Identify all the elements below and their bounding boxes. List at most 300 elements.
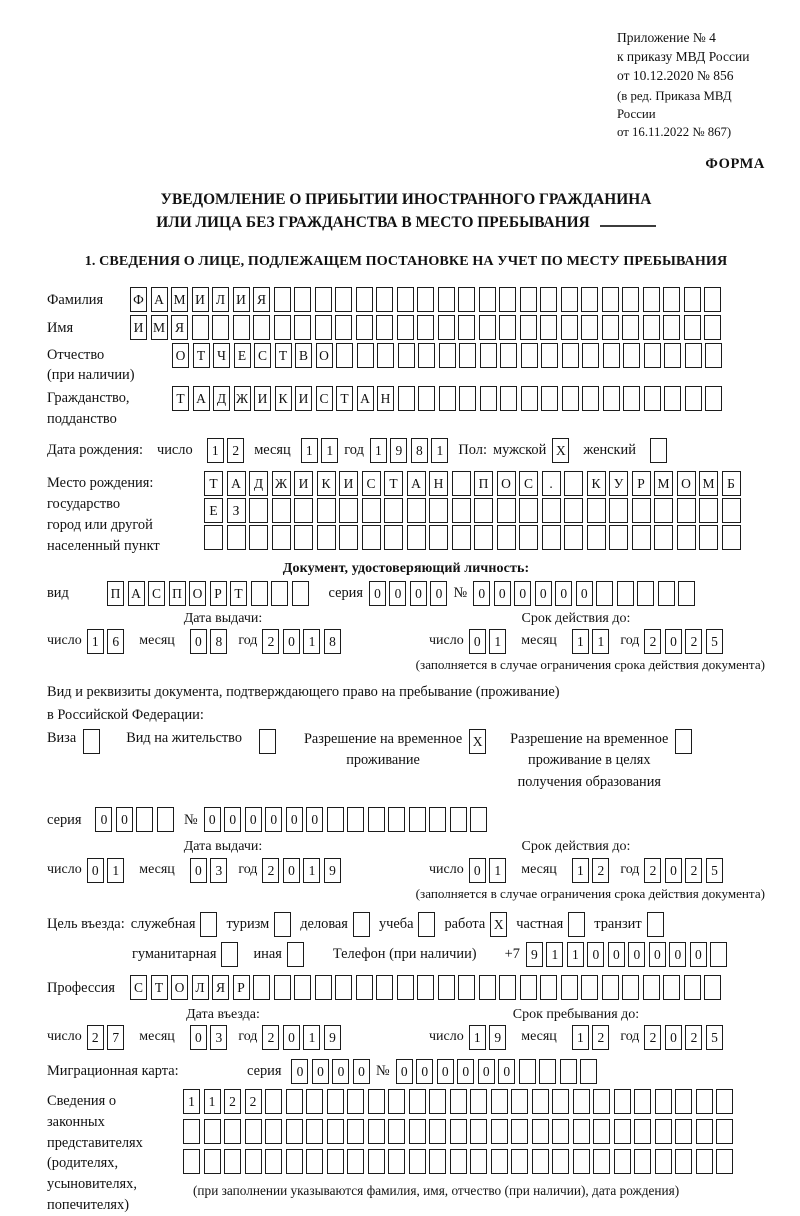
char-box[interactable]: 0 (469, 629, 486, 654)
char-box[interactable] (552, 1119, 569, 1144)
char-box[interactable] (564, 498, 583, 523)
char-box[interactable] (511, 1119, 528, 1144)
char-box[interactable] (614, 1119, 631, 1144)
char-box[interactable]: 0 (665, 629, 682, 654)
char-box[interactable] (452, 525, 471, 550)
char-box[interactable]: К (317, 471, 336, 496)
char-box[interactable] (339, 525, 358, 550)
char-box[interactable] (439, 386, 456, 411)
char-box[interactable]: Т (204, 471, 223, 496)
char-box[interactable] (614, 1089, 631, 1114)
char-box[interactable]: О (172, 343, 189, 368)
char-box[interactable] (519, 498, 538, 523)
char-box[interactable] (623, 386, 640, 411)
char-box[interactable] (632, 498, 651, 523)
char-box[interactable]: Я (253, 287, 270, 312)
char-box[interactable]: Л (192, 975, 209, 1000)
char-box[interactable] (274, 287, 291, 312)
char-box[interactable]: Н (429, 471, 448, 496)
char-box[interactable] (224, 1149, 241, 1174)
char-box[interactable] (532, 1089, 549, 1114)
char-box[interactable]: С (362, 471, 381, 496)
char-box[interactable] (520, 287, 537, 312)
char-box[interactable] (450, 1119, 467, 1144)
char-box[interactable] (617, 581, 634, 606)
char-box[interactable]: 2 (262, 629, 279, 654)
char-box[interactable]: Т (384, 471, 403, 496)
char-box[interactable] (634, 1149, 651, 1174)
char-box[interactable] (388, 807, 405, 832)
char-box[interactable] (511, 1149, 528, 1174)
char-box[interactable]: 0 (576, 581, 593, 606)
char-box[interactable] (622, 287, 639, 312)
char-box[interactable] (183, 1119, 200, 1144)
char-box[interactable] (602, 975, 619, 1000)
char-box[interactable] (655, 1089, 672, 1114)
char-box[interactable]: Ч (213, 343, 230, 368)
char-box[interactable] (474, 525, 493, 550)
char-box[interactable] (335, 315, 352, 340)
char-box[interactable]: Т (275, 343, 292, 368)
char-box[interactable] (452, 471, 471, 496)
char-box[interactable] (376, 975, 393, 1000)
char-box[interactable]: А (407, 471, 426, 496)
char-box[interactable] (249, 525, 268, 550)
char-box[interactable] (398, 343, 415, 368)
char-box[interactable] (315, 315, 332, 340)
char-box[interactable]: Т (336, 386, 353, 411)
char-box[interactable] (294, 287, 311, 312)
char-box[interactable] (450, 1149, 467, 1174)
char-box[interactable]: Т (230, 581, 247, 606)
char-box[interactable] (409, 1089, 426, 1114)
char-box[interactable]: 1 (321, 438, 338, 463)
char-box[interactable] (675, 729, 692, 754)
char-box[interactable] (233, 315, 250, 340)
char-box[interactable]: Т (151, 975, 168, 1000)
char-box[interactable] (562, 343, 579, 368)
char-box[interactable] (643, 975, 660, 1000)
char-box[interactable] (429, 1149, 446, 1174)
char-box[interactable]: 1 (204, 1089, 221, 1114)
char-box[interactable]: 3 (210, 858, 227, 883)
char-box[interactable] (274, 912, 291, 937)
char-box[interactable] (593, 1119, 610, 1144)
char-box[interactable]: 2 (592, 858, 609, 883)
char-box[interactable] (272, 525, 291, 550)
char-box[interactable] (409, 1119, 426, 1144)
char-box[interactable] (580, 1059, 597, 1084)
char-box[interactable]: 2 (245, 1089, 262, 1114)
char-box[interactable]: Ж (272, 471, 291, 496)
char-box[interactable] (704, 315, 721, 340)
char-box[interactable]: 2 (685, 629, 702, 654)
char-box[interactable] (562, 386, 579, 411)
char-box[interactable] (603, 343, 620, 368)
char-box[interactable]: 2 (644, 858, 661, 883)
char-box[interactable]: 2 (685, 1025, 702, 1050)
char-box[interactable] (705, 386, 722, 411)
char-box[interactable] (429, 1119, 446, 1144)
char-box[interactable] (678, 581, 695, 606)
char-box[interactable] (470, 1089, 487, 1114)
char-box[interactable] (582, 343, 599, 368)
char-box[interactable] (259, 729, 276, 754)
char-box[interactable] (564, 471, 583, 496)
char-box[interactable] (204, 1149, 221, 1174)
char-box[interactable] (335, 287, 352, 312)
char-box[interactable] (704, 975, 721, 1000)
char-box[interactable]: 1 (469, 1025, 486, 1050)
char-box[interactable] (271, 581, 288, 606)
char-box[interactable] (564, 525, 583, 550)
char-box[interactable]: 2 (224, 1089, 241, 1114)
char-box[interactable]: А (193, 386, 210, 411)
char-box[interactable] (581, 315, 598, 340)
char-box[interactable]: З (227, 498, 246, 523)
char-box[interactable]: 1 (572, 858, 589, 883)
char-box[interactable] (561, 287, 578, 312)
char-box[interactable] (459, 343, 476, 368)
char-box[interactable] (603, 386, 620, 411)
char-box[interactable] (685, 343, 702, 368)
char-box[interactable]: И (254, 386, 271, 411)
char-box[interactable]: 0 (369, 581, 386, 606)
char-box[interactable] (560, 1059, 577, 1084)
char-box[interactable]: А (357, 386, 374, 411)
char-box[interactable] (245, 1149, 262, 1174)
char-box[interactable] (519, 525, 538, 550)
char-box[interactable]: X (469, 729, 486, 754)
char-box[interactable] (532, 1149, 549, 1174)
char-box[interactable] (520, 315, 537, 340)
char-box[interactable] (710, 942, 727, 967)
char-box[interactable]: 0 (190, 858, 207, 883)
char-box[interactable] (249, 498, 268, 523)
char-box[interactable]: У (609, 471, 628, 496)
char-box[interactable] (655, 1149, 672, 1174)
char-box[interactable] (499, 315, 516, 340)
char-box[interactable]: И (295, 386, 312, 411)
char-box[interactable]: 1 (489, 629, 506, 654)
char-box[interactable] (227, 525, 246, 550)
char-box[interactable]: С (130, 975, 147, 1000)
char-box[interactable]: 1 (301, 438, 318, 463)
char-box[interactable]: 0 (473, 581, 490, 606)
char-box[interactable] (497, 498, 516, 523)
char-box[interactable]: М (151, 315, 168, 340)
char-box[interactable] (520, 975, 537, 1000)
char-box[interactable] (265, 1089, 282, 1114)
char-box[interactable]: 0 (469, 858, 486, 883)
char-box[interactable] (418, 386, 435, 411)
char-box[interactable]: 0 (283, 1025, 300, 1050)
char-box[interactable]: А (227, 471, 246, 496)
char-box[interactable] (602, 287, 619, 312)
char-box[interactable] (317, 498, 336, 523)
char-box[interactable]: 5 (706, 629, 723, 654)
char-box[interactable]: 0 (224, 807, 241, 832)
char-box[interactable]: С (316, 386, 333, 411)
char-box[interactable]: К (275, 386, 292, 411)
char-box[interactable] (245, 1119, 262, 1144)
char-box[interactable] (541, 343, 558, 368)
char-box[interactable]: 5 (706, 1025, 723, 1050)
char-box[interactable]: 0 (437, 1059, 454, 1084)
char-box[interactable]: 2 (262, 1025, 279, 1050)
char-box[interactable] (388, 1089, 405, 1114)
char-box[interactable] (376, 315, 393, 340)
char-box[interactable]: 3 (210, 1025, 227, 1050)
char-box[interactable] (397, 287, 414, 312)
char-box[interactable] (675, 1149, 692, 1174)
char-box[interactable]: 0 (204, 807, 221, 832)
char-box[interactable] (272, 498, 291, 523)
char-box[interactable]: 0 (283, 858, 300, 883)
char-box[interactable] (500, 386, 517, 411)
char-box[interactable] (347, 1149, 364, 1174)
char-box[interactable] (722, 498, 741, 523)
char-box[interactable] (253, 975, 270, 1000)
char-box[interactable] (458, 287, 475, 312)
char-box[interactable]: 2 (644, 629, 661, 654)
char-box[interactable]: 1 (546, 942, 563, 967)
char-box[interactable] (622, 975, 639, 1000)
char-box[interactable]: 9 (324, 858, 341, 883)
char-box[interactable]: Н (377, 386, 394, 411)
char-box[interactable] (511, 1089, 528, 1114)
char-box[interactable] (663, 287, 680, 312)
char-box[interactable]: 0 (457, 1059, 474, 1084)
char-box[interactable] (376, 287, 393, 312)
char-box[interactable] (561, 315, 578, 340)
char-box[interactable] (286, 1119, 303, 1144)
char-box[interactable]: 0 (396, 1059, 413, 1084)
char-box[interactable]: 0 (245, 807, 262, 832)
char-box[interactable] (327, 807, 344, 832)
char-box[interactable] (609, 498, 628, 523)
char-box[interactable] (204, 525, 223, 550)
char-box[interactable] (540, 975, 557, 1000)
char-box[interactable] (602, 315, 619, 340)
char-box[interactable]: Я (212, 975, 229, 1000)
char-box[interactable] (716, 1119, 733, 1144)
char-box[interactable]: 0 (665, 858, 682, 883)
char-box[interactable]: 0 (190, 629, 207, 654)
char-box[interactable] (634, 1119, 651, 1144)
char-box[interactable]: Е (234, 343, 251, 368)
char-box[interactable]: 0 (665, 1025, 682, 1050)
char-box[interactable] (684, 315, 701, 340)
char-box[interactable]: 1 (207, 438, 224, 463)
char-box[interactable] (541, 386, 558, 411)
char-box[interactable]: 0 (306, 807, 323, 832)
char-box[interactable]: 2 (87, 1025, 104, 1050)
char-box[interactable] (397, 975, 414, 1000)
char-box[interactable] (183, 1149, 200, 1174)
char-box[interactable] (552, 1089, 569, 1114)
char-box[interactable] (521, 343, 538, 368)
char-box[interactable]: 9 (489, 1025, 506, 1050)
char-box[interactable] (397, 315, 414, 340)
char-box[interactable] (540, 315, 557, 340)
char-box[interactable] (643, 315, 660, 340)
char-box[interactable] (532, 1119, 549, 1144)
char-box[interactable] (658, 581, 675, 606)
char-box[interactable]: 0 (286, 807, 303, 832)
char-box[interactable] (497, 525, 516, 550)
char-box[interactable] (327, 1089, 344, 1114)
char-box[interactable] (439, 343, 456, 368)
char-box[interactable]: П (169, 581, 186, 606)
char-box[interactable] (458, 975, 475, 1000)
char-box[interactable] (409, 807, 426, 832)
char-box[interactable]: 0 (389, 581, 406, 606)
char-box[interactable]: 1 (303, 858, 320, 883)
char-box[interactable] (335, 975, 352, 1000)
char-box[interactable] (450, 1089, 467, 1114)
char-box[interactable]: А (151, 287, 168, 312)
char-box[interactable] (458, 315, 475, 340)
char-box[interactable]: . (542, 471, 561, 496)
char-box[interactable]: 1 (592, 629, 609, 654)
char-box[interactable] (287, 942, 304, 967)
char-box[interactable] (542, 525, 561, 550)
char-box[interactable] (336, 343, 353, 368)
char-box[interactable]: 2 (685, 858, 702, 883)
char-box[interactable] (634, 1089, 651, 1114)
char-box[interactable]: 0 (283, 629, 300, 654)
char-box[interactable]: 2 (262, 858, 279, 883)
char-box[interactable] (470, 1119, 487, 1144)
char-box[interactable] (347, 807, 364, 832)
char-box[interactable]: О (189, 581, 206, 606)
char-box[interactable]: 0 (535, 581, 552, 606)
char-box[interactable]: 1 (303, 629, 320, 654)
char-box[interactable] (664, 343, 681, 368)
char-box[interactable]: Т (193, 343, 210, 368)
char-box[interactable] (157, 807, 174, 832)
char-box[interactable] (398, 386, 415, 411)
char-box[interactable] (696, 1089, 713, 1114)
char-box[interactable]: Д (213, 386, 230, 411)
char-box[interactable] (452, 498, 471, 523)
char-box[interactable] (438, 287, 455, 312)
char-box[interactable] (479, 315, 496, 340)
char-box[interactable] (429, 525, 448, 550)
char-box[interactable] (644, 343, 661, 368)
char-box[interactable] (212, 315, 229, 340)
char-box[interactable]: П (474, 471, 493, 496)
char-box[interactable]: 0 (190, 1025, 207, 1050)
char-box[interactable]: 8 (411, 438, 428, 463)
char-box[interactable] (654, 498, 673, 523)
char-box[interactable] (315, 287, 332, 312)
char-box[interactable]: 0 (265, 807, 282, 832)
char-box[interactable]: П (107, 581, 124, 606)
char-box[interactable] (357, 343, 374, 368)
char-box[interactable]: Р (233, 975, 250, 1000)
char-box[interactable] (327, 1119, 344, 1144)
char-box[interactable]: 1 (431, 438, 448, 463)
char-box[interactable]: 1 (303, 1025, 320, 1050)
char-box[interactable] (654, 525, 673, 550)
char-box[interactable] (491, 1089, 508, 1114)
char-box[interactable] (265, 1149, 282, 1174)
char-box[interactable] (429, 1089, 446, 1114)
char-box[interactable] (561, 975, 578, 1000)
char-box[interactable] (663, 315, 680, 340)
char-box[interactable] (596, 581, 613, 606)
char-box[interactable] (677, 498, 696, 523)
char-box[interactable] (474, 498, 493, 523)
char-box[interactable] (519, 1059, 536, 1084)
char-box[interactable]: В (295, 343, 312, 368)
char-box[interactable]: И (233, 287, 250, 312)
char-box[interactable] (521, 386, 538, 411)
char-box[interactable] (368, 1089, 385, 1114)
char-box[interactable] (306, 1119, 323, 1144)
char-box[interactable]: 0 (494, 581, 511, 606)
char-box[interactable] (136, 807, 153, 832)
char-box[interactable] (677, 525, 696, 550)
char-box[interactable]: 0 (332, 1059, 349, 1084)
char-box[interactable]: 0 (628, 942, 645, 967)
char-box[interactable] (593, 1149, 610, 1174)
char-box[interactable] (699, 498, 718, 523)
char-box[interactable]: 9 (526, 942, 543, 967)
char-box[interactable]: И (192, 287, 209, 312)
char-box[interactable] (368, 807, 385, 832)
char-box[interactable] (650, 438, 667, 463)
char-box[interactable] (573, 1149, 590, 1174)
char-box[interactable]: Я (171, 315, 188, 340)
char-box[interactable] (274, 975, 291, 1000)
char-box[interactable]: 1 (572, 629, 589, 654)
char-box[interactable]: 0 (669, 942, 686, 967)
char-box[interactable]: М (654, 471, 673, 496)
char-box[interactable] (684, 975, 701, 1000)
char-box[interactable]: 0 (291, 1059, 308, 1084)
char-box[interactable] (306, 1149, 323, 1174)
char-box[interactable]: 2 (227, 438, 244, 463)
char-box[interactable] (221, 942, 238, 967)
char-box[interactable]: X (490, 912, 507, 937)
char-box[interactable] (407, 525, 426, 550)
char-box[interactable] (542, 498, 561, 523)
char-box[interactable]: С (254, 343, 271, 368)
char-box[interactable] (200, 912, 217, 937)
char-box[interactable] (294, 525, 313, 550)
char-box[interactable] (663, 975, 680, 1000)
char-box[interactable] (83, 729, 100, 754)
char-box[interactable] (438, 315, 455, 340)
char-box[interactable]: 1 (567, 942, 584, 967)
char-box[interactable] (614, 1149, 631, 1174)
char-box[interactable] (470, 807, 487, 832)
char-box[interactable] (356, 975, 373, 1000)
char-box[interactable] (470, 1149, 487, 1174)
char-box[interactable] (587, 525, 606, 550)
char-box[interactable] (429, 807, 446, 832)
char-box[interactable] (407, 498, 426, 523)
char-box[interactable]: И (294, 471, 313, 496)
char-box[interactable]: Е (204, 498, 223, 523)
char-box[interactable] (573, 1119, 590, 1144)
char-box[interactable] (696, 1149, 713, 1174)
char-box[interactable]: X (552, 438, 569, 463)
char-box[interactable] (418, 343, 435, 368)
